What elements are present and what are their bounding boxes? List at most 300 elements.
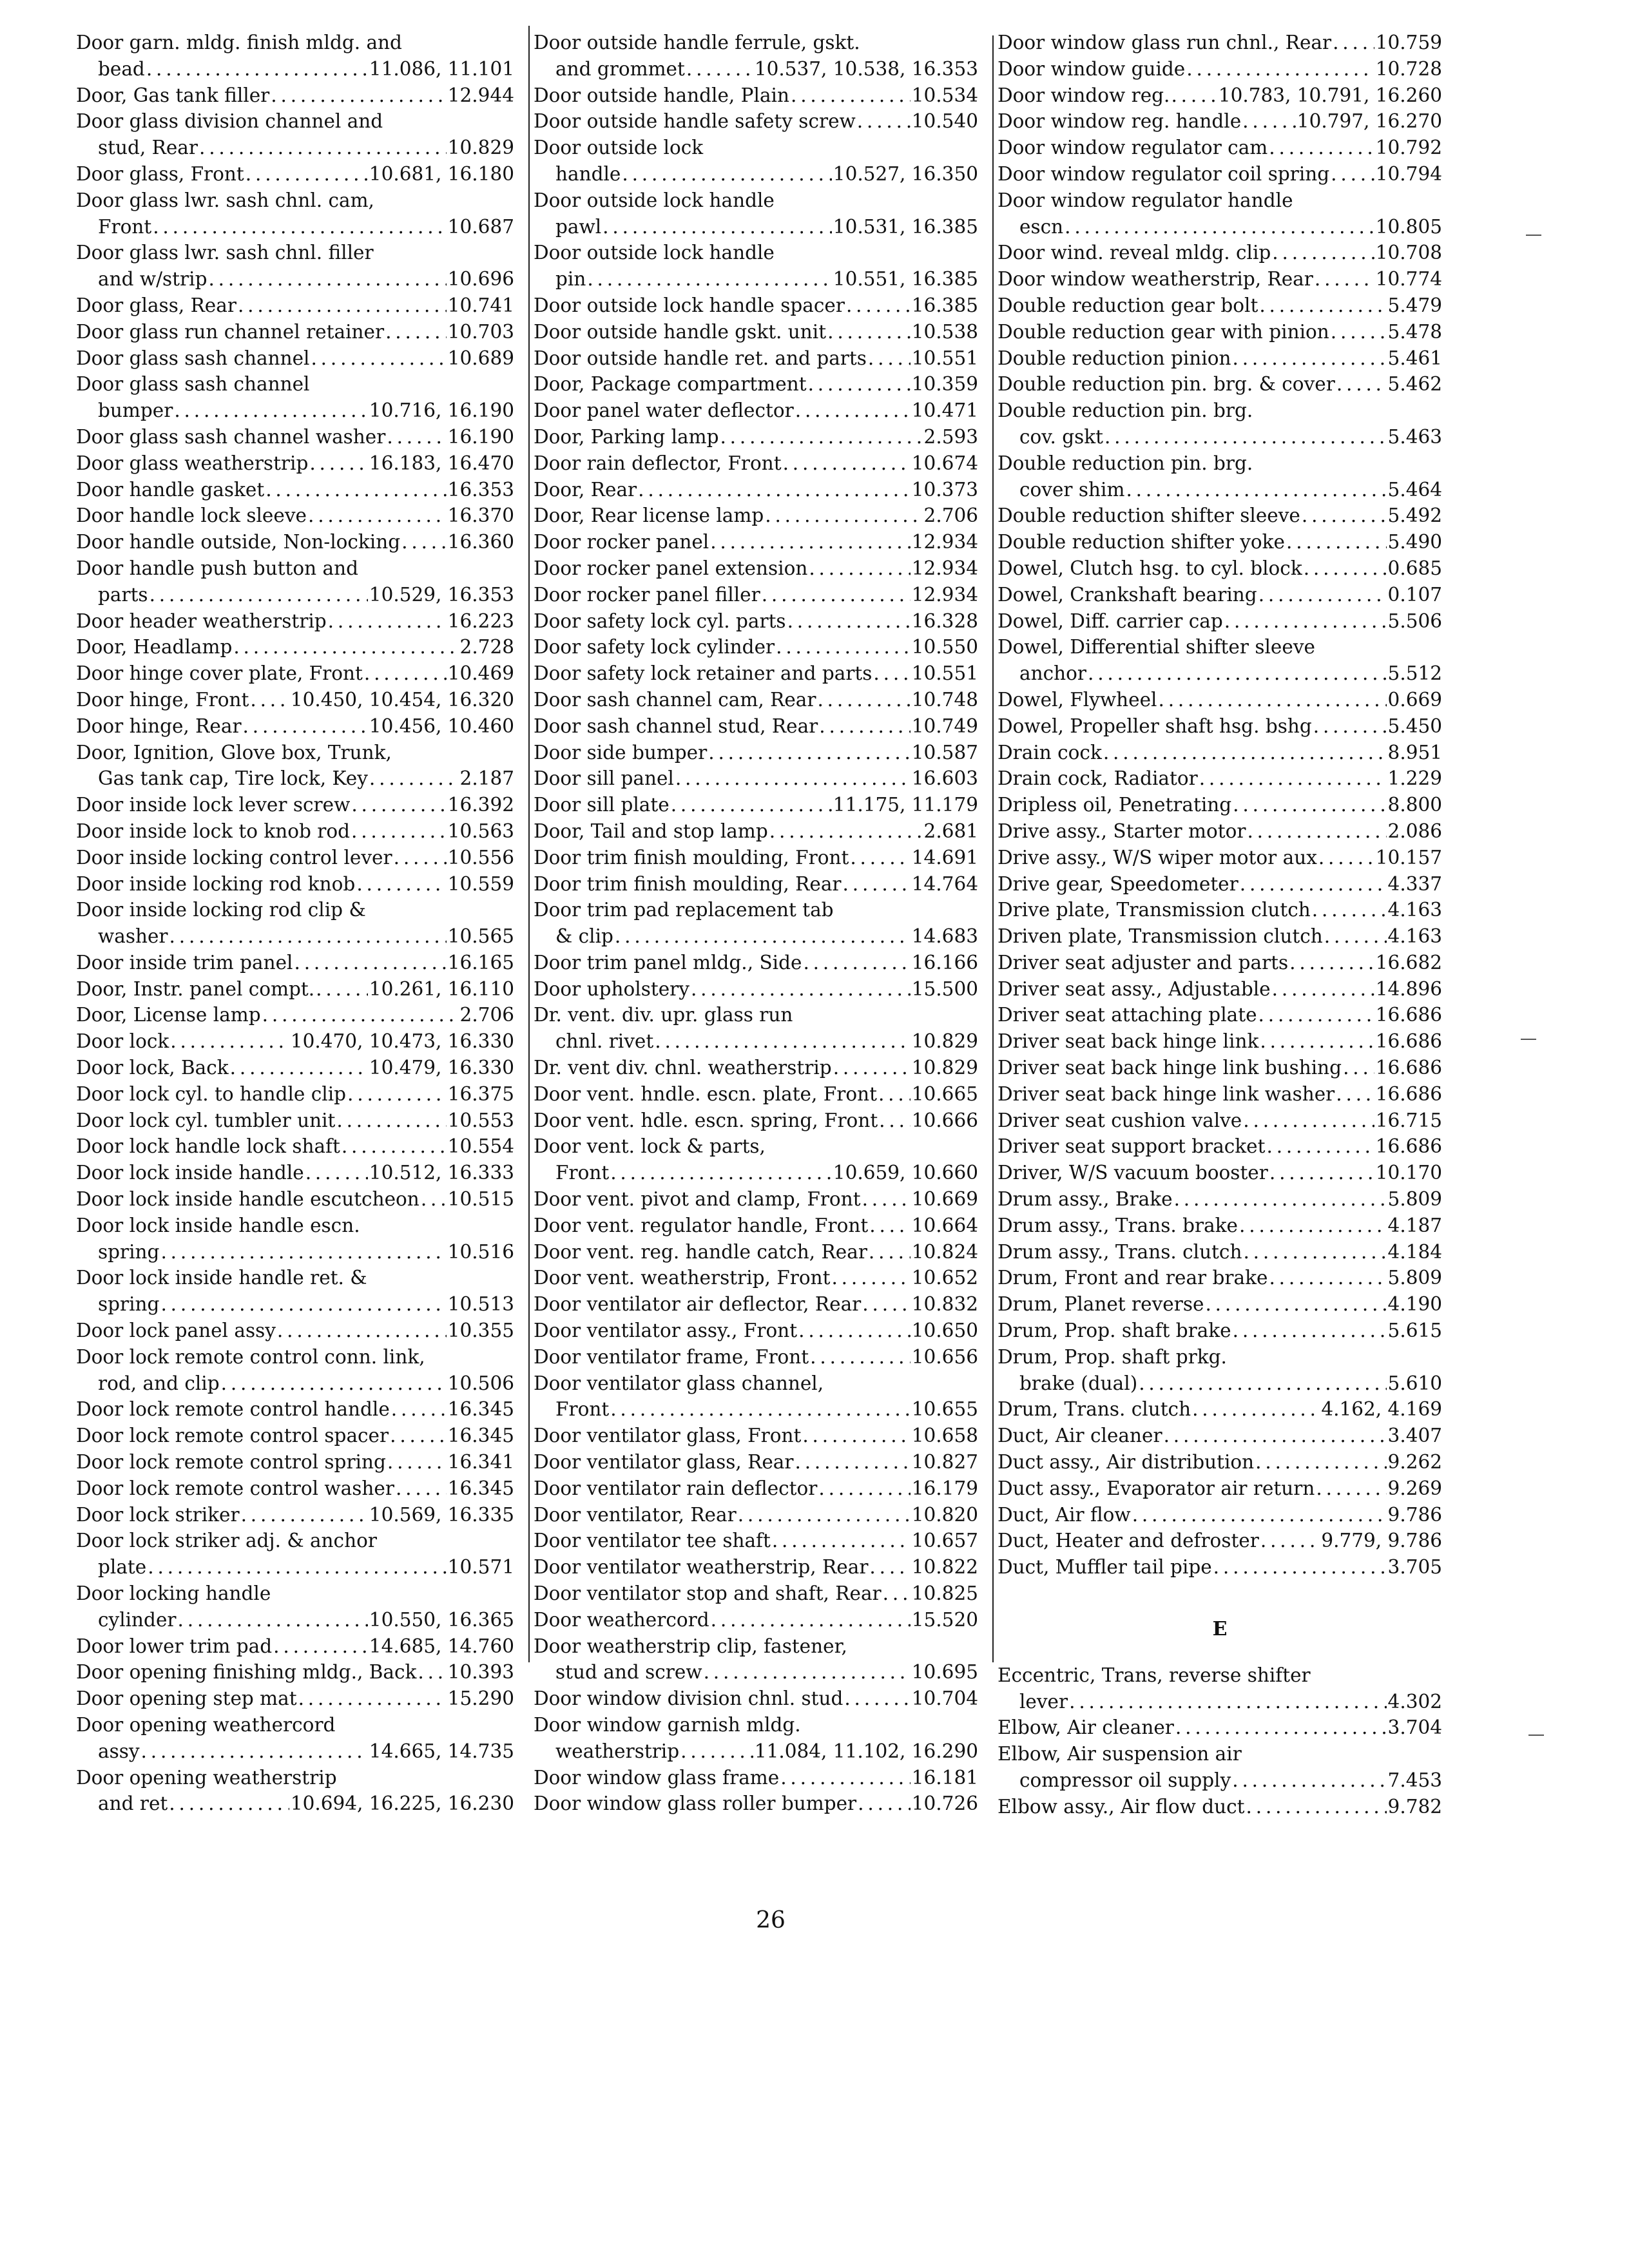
dot-leader xyxy=(1302,503,1387,529)
entry-reference: 16.686 xyxy=(1375,1004,1442,1026)
entry-reference: 10.708 xyxy=(1375,242,1442,264)
entry-term: Door wind. reveal mldg. clip xyxy=(998,242,1271,264)
entry-reference: 4.163 xyxy=(1387,925,1442,948)
index-entry xyxy=(534,187,978,240)
entry-reference: 10.563 xyxy=(447,820,514,842)
index-entry xyxy=(534,1423,978,1449)
dot-leader xyxy=(1331,161,1374,187)
entry-reference: 16.392 xyxy=(447,794,514,816)
index-entry xyxy=(534,424,978,450)
entry-reference: 10.664 xyxy=(911,1214,978,1236)
entry-continuation: lever xyxy=(1019,1690,1068,1713)
entry-term: Drum, Prop. shaft prkg. xyxy=(998,1345,1227,1368)
entry-reference: 7.453 xyxy=(1387,1769,1442,1791)
dot-leader xyxy=(638,477,911,503)
dot-leader xyxy=(1243,1239,1386,1265)
index-entry xyxy=(534,371,978,398)
index-entry xyxy=(76,450,514,477)
index-entry xyxy=(76,1081,514,1108)
entry-term: Double reduction gear with pinion xyxy=(998,320,1329,343)
index-entry xyxy=(534,1318,978,1344)
index-entry xyxy=(998,240,1442,266)
entry-term: Door inside locking rod clip & xyxy=(76,899,366,921)
entry-reference: 5.463 xyxy=(1387,425,1442,448)
dot-leader xyxy=(686,56,753,82)
index-entry xyxy=(534,30,978,82)
index-entry xyxy=(534,1055,978,1081)
index-entry xyxy=(534,687,978,713)
entry-term: Dowel, Propeller shaft hsg. bshg xyxy=(998,715,1312,737)
index-entry xyxy=(998,503,1442,529)
entry-continuation: Front xyxy=(98,215,152,238)
dot-leader xyxy=(1126,477,1386,503)
dot-leader xyxy=(862,1291,910,1318)
index-entry xyxy=(998,1475,1442,1502)
dot-leader xyxy=(1069,1689,1386,1715)
index-entry xyxy=(998,1291,1442,1318)
index-column-3-d-entries xyxy=(998,30,1442,1581)
dot-leader xyxy=(818,1475,910,1502)
entry-reference: 10.359 xyxy=(911,373,978,396)
entry-reference: 4.337 xyxy=(1387,872,1442,895)
dot-leader xyxy=(844,1686,910,1712)
entry-reference: 10.681, 16.180 xyxy=(369,162,514,185)
entry-term: Door window regulator cam xyxy=(998,137,1268,159)
dot-leader xyxy=(769,818,923,845)
entry-reference: 2.681 xyxy=(923,820,978,842)
entry-continuation: Gas tank cap, Tire lock, Key xyxy=(98,767,368,790)
entry-term: Door lock inside handle escn. xyxy=(76,1214,360,1236)
dot-leader xyxy=(1239,1213,1387,1239)
index-entry xyxy=(534,398,978,424)
margin-mark xyxy=(1521,1039,1536,1040)
index-entry xyxy=(998,1265,1442,1291)
entry-reference: 16.345 xyxy=(447,1477,514,1499)
entry-reference: 16.165 xyxy=(447,951,514,974)
entry-reference: 16.183, 16.470 xyxy=(369,452,514,474)
index-entry xyxy=(998,398,1442,450)
entry-continuation: and grommet xyxy=(555,57,685,80)
entry-term: Door vent. weatherstrip, Front xyxy=(534,1267,831,1289)
entry-reference: 10.529, 16.353 xyxy=(369,583,514,606)
entry-reference: 10.479, 16.330 xyxy=(369,1057,514,1079)
entry-reference: 10.652 xyxy=(911,1267,978,1289)
dot-leader xyxy=(1065,214,1374,240)
entry-reference: 0.107 xyxy=(1387,583,1442,606)
entry-reference: 16.341 xyxy=(447,1451,514,1474)
entry-reference: 16.385 xyxy=(911,294,978,316)
entry-continuation: compressor oil supply xyxy=(1019,1769,1231,1791)
index-entry xyxy=(534,1554,978,1581)
index-entry xyxy=(76,1028,514,1055)
entry-term: Driver seat attaching plate xyxy=(998,1004,1257,1026)
entry-reference: 10.650 xyxy=(911,1320,978,1342)
index-entry xyxy=(534,1475,978,1502)
dot-leader xyxy=(817,687,910,713)
dot-leader xyxy=(780,1765,911,1791)
entry-term: Driver seat support bracket xyxy=(998,1135,1266,1158)
dot-leader xyxy=(356,871,446,898)
entry-term: Driver seat back hinge link bushing xyxy=(998,1057,1342,1079)
entry-reference: 10.534 xyxy=(911,84,978,106)
entry-term: Door vent. pivot and clamp, Front xyxy=(534,1188,861,1211)
index-entry xyxy=(76,319,514,345)
entry-term: Drive plate, Transmission clutch xyxy=(998,899,1311,921)
dot-leader xyxy=(160,1291,446,1318)
index-entry xyxy=(534,529,978,555)
index-entry xyxy=(76,1581,514,1633)
index-entry xyxy=(534,1291,978,1318)
entry-reference: 10.373 xyxy=(911,478,978,501)
dot-leader xyxy=(704,1659,911,1686)
index-entry xyxy=(76,529,514,555)
entry-term: Door lock striker adj. & anchor xyxy=(76,1530,377,1552)
entry-reference: 2.706 xyxy=(459,1004,514,1026)
dot-leader xyxy=(710,529,911,555)
index-column-2 xyxy=(534,30,978,1817)
margin-mark xyxy=(1526,235,1541,236)
index-entry xyxy=(998,1055,1442,1081)
column-divider-left xyxy=(528,26,530,1662)
dot-leader xyxy=(149,582,368,608)
entry-term: Door lock panel assy xyxy=(76,1320,276,1342)
entry-reference: 10.728 xyxy=(1375,57,1442,80)
dot-leader xyxy=(795,398,911,424)
entry-reference: 10.531, 16.385 xyxy=(833,215,978,238)
entry-reference: 16.179 xyxy=(911,1477,978,1499)
dot-leader xyxy=(308,503,447,529)
entry-reference: 3.704 xyxy=(1387,1716,1442,1739)
entry-term: Door outside lock handle xyxy=(534,189,775,211)
entry-term: Door ventilator weatherstrip, Rear xyxy=(534,1556,869,1579)
index-entry xyxy=(534,1633,978,1686)
entry-term: Door opening weatherstrip xyxy=(76,1766,337,1789)
entry-continuation: rod, and clip xyxy=(98,1372,220,1394)
entry-reference: 16.370 xyxy=(447,505,514,527)
entry-term: Driver seat back hinge link xyxy=(998,1030,1259,1053)
dot-leader xyxy=(720,424,922,450)
dot-leader xyxy=(1247,818,1386,845)
entry-term: Door hinge, Front xyxy=(76,688,249,711)
dot-leader xyxy=(141,1738,368,1765)
entry-term: Duct assy., Evaporator air return xyxy=(998,1477,1315,1499)
entry-reference: 10.829 xyxy=(911,1057,978,1079)
entry-term: Dr. vent div. chnl. weatherstrip xyxy=(534,1057,832,1079)
index-entry xyxy=(998,1239,1442,1265)
index-entry xyxy=(998,293,1442,319)
entry-term: Door weatherstrip clip, fastener, xyxy=(534,1635,847,1657)
entry-term: Dripless oil, Penetrating xyxy=(998,794,1232,816)
entry-reference: 2.187 xyxy=(459,767,514,790)
entry-term: Duct, Air flow xyxy=(998,1503,1131,1526)
dot-leader xyxy=(238,293,447,319)
entry-reference: 14.691 xyxy=(911,846,978,869)
entry-term: Door lock remote control conn. link, xyxy=(76,1345,425,1368)
entry-reference: 16.223 xyxy=(447,610,514,632)
index-entry xyxy=(76,1686,514,1712)
index-entry xyxy=(534,818,978,845)
entry-reference: 5.490 xyxy=(1387,531,1442,553)
entry-continuation: chnl. rivet xyxy=(555,1030,654,1053)
entry-term: Door opening weathercord xyxy=(76,1714,336,1736)
dot-leader xyxy=(401,529,447,555)
index-entry xyxy=(76,713,514,740)
entry-reference: 11.175, 11.179 xyxy=(833,794,978,816)
index-entry xyxy=(534,293,978,319)
entry-reference: 11.084, 11.102, 16.290 xyxy=(754,1740,978,1762)
entry-reference: 5.615 xyxy=(1387,1320,1442,1342)
dot-leader xyxy=(1331,319,1387,345)
dot-leader xyxy=(298,1686,447,1712)
entry-reference: 5.464 xyxy=(1387,478,1442,501)
dot-leader xyxy=(1289,950,1374,976)
dot-leader xyxy=(1324,923,1387,950)
dot-leader xyxy=(1269,135,1374,161)
index-entry xyxy=(998,923,1442,950)
index-entry xyxy=(998,1794,1442,1820)
dot-leader xyxy=(342,1133,447,1160)
entry-term: Door outside lock xyxy=(534,137,704,159)
dot-leader xyxy=(273,1633,368,1660)
entry-reference: 5.478 xyxy=(1387,320,1442,343)
entry-reference: 10.450, 10.454, 16.320 xyxy=(290,688,514,711)
index-entry xyxy=(534,1581,978,1607)
entry-term: Double reduction pinion xyxy=(998,347,1231,369)
entry-reference: 10.774 xyxy=(1375,268,1442,291)
entry-term: Door garn. mldg. finish mldg. and xyxy=(76,32,402,53)
index-entry xyxy=(998,740,1442,766)
entry-reference: 16.686 xyxy=(1375,1082,1442,1105)
dot-leader xyxy=(391,1396,447,1423)
dot-leader xyxy=(148,1554,447,1581)
index-entry xyxy=(76,1765,514,1818)
dot-leader xyxy=(783,450,911,477)
dot-leader xyxy=(316,976,368,1003)
dot-leader xyxy=(610,1160,832,1186)
index-entry xyxy=(534,608,978,635)
entry-reference: 14.683 xyxy=(911,925,978,948)
dot-leader xyxy=(708,740,911,766)
entry-term: Door outside handle ferrule, gskt. xyxy=(534,32,860,53)
entry-term: Door, Ignition, Glove box, Trunk, xyxy=(76,741,392,764)
dot-leader xyxy=(1336,1081,1374,1108)
entry-term: Driver seat back hinge link washer xyxy=(998,1082,1335,1105)
entry-reference: 10.469 xyxy=(447,662,514,685)
entry-reference: 10.556 xyxy=(447,846,514,869)
entry-term: Dr. vent. div. upr. glass run xyxy=(534,1004,793,1026)
dot-leader xyxy=(369,765,459,792)
entry-term: Door sill plate xyxy=(534,794,670,816)
dot-leader xyxy=(655,1028,911,1055)
entry-reference: 3.705 xyxy=(1387,1556,1442,1579)
index-entry xyxy=(76,634,514,660)
entry-term: Door glass sash channel washer xyxy=(76,425,386,448)
entry-term: Door hinge, Rear xyxy=(76,715,242,737)
entry-term: Door trim panel mldg., Side xyxy=(534,951,802,974)
entry-term: Door ventilator frame, Front xyxy=(534,1345,809,1368)
entry-term: Double reduction shifter sleeve xyxy=(998,505,1300,527)
dot-leader xyxy=(1243,1108,1374,1134)
entry-term: Door, Tail and stop lamp xyxy=(534,820,768,842)
entry-reference: 10.551 xyxy=(911,347,978,369)
index-entry xyxy=(76,897,514,950)
entry-reference: 16.686 xyxy=(1375,1030,1442,1053)
dot-leader xyxy=(1103,740,1387,766)
dot-leader xyxy=(170,1028,289,1055)
entry-reference: 4.302 xyxy=(1387,1690,1442,1713)
index-entry xyxy=(534,1133,978,1186)
dot-leader xyxy=(1315,266,1374,293)
entry-reference: 10.832 xyxy=(911,1293,978,1316)
entry-reference: 10.666 xyxy=(911,1109,978,1131)
dot-leader xyxy=(675,765,911,792)
index-entry xyxy=(534,1607,978,1633)
dot-leader xyxy=(1260,1528,1320,1554)
entry-continuation: bead xyxy=(98,57,145,80)
entry-reference: 16.345 xyxy=(447,1398,514,1421)
dot-leader xyxy=(1246,1794,1387,1820)
entry-reference: 10.456, 10.460 xyxy=(369,715,514,737)
entry-reference: 10.393 xyxy=(447,1661,514,1684)
entry-term: Door window weatherstrip, Rear xyxy=(998,268,1313,291)
index-entry xyxy=(998,1715,1442,1741)
index-entry xyxy=(998,555,1442,582)
index-entry xyxy=(76,1502,514,1528)
entry-reference: 16.181 xyxy=(911,1766,978,1789)
entry-term: Drum assy., Trans. clutch xyxy=(998,1240,1242,1263)
index-entry xyxy=(76,1213,514,1265)
index-entry xyxy=(76,1055,514,1081)
entry-reference: 5.809 xyxy=(1387,1188,1442,1211)
entry-reference: 10.506 xyxy=(447,1372,514,1394)
entry-term: Door ventilator glass channel, xyxy=(534,1372,824,1394)
entry-reference: 15.500 xyxy=(911,977,978,1000)
index-entry xyxy=(534,871,978,898)
entry-term: Driver seat cushion valve xyxy=(998,1109,1242,1131)
index-column-1 xyxy=(76,30,514,1817)
dot-leader xyxy=(1316,1475,1386,1502)
entry-term: Door glass, Front xyxy=(76,162,244,185)
dot-leader xyxy=(208,266,446,293)
index-entry xyxy=(998,1396,1442,1423)
dot-leader xyxy=(1267,1133,1374,1160)
dot-leader xyxy=(869,1554,910,1581)
entry-reference: 10.703 xyxy=(447,320,514,343)
dot-leader xyxy=(396,1475,447,1502)
index-entry xyxy=(76,608,514,635)
index-entry xyxy=(76,818,514,845)
entry-term: Dowel, Clutch hsg. to cyl. block xyxy=(998,557,1302,579)
entry-reference: 10.820 xyxy=(911,1503,978,1526)
entry-term: Elbow, Air suspension air xyxy=(998,1743,1242,1765)
index-entry xyxy=(76,1108,514,1134)
dot-leader xyxy=(1213,1554,1387,1581)
index-entry xyxy=(998,1028,1442,1055)
entry-reference: 10.559 xyxy=(447,872,514,895)
index-entry xyxy=(534,792,978,818)
index-column-3 xyxy=(998,30,1442,1820)
entry-term: Door, Headlamp xyxy=(76,636,233,658)
index-entry xyxy=(534,976,978,1003)
dot-leader xyxy=(762,582,911,608)
entry-reference: 9.786 xyxy=(1387,1503,1442,1526)
entry-reference: 2.593 xyxy=(923,425,978,448)
entry-term: Door glass division channel and xyxy=(76,110,383,133)
dot-leader xyxy=(1286,529,1387,555)
entry-term: Door glass sash channel xyxy=(76,373,310,396)
dot-leader xyxy=(610,1396,911,1423)
index-entry xyxy=(76,108,514,161)
index-entry xyxy=(534,450,978,477)
entry-reference: 5.461 xyxy=(1387,347,1442,369)
index-entry xyxy=(998,1108,1442,1134)
entry-reference: 10.792 xyxy=(1375,137,1442,159)
index-entry xyxy=(76,293,514,319)
entry-term: Door inside lock lever screw xyxy=(76,794,351,816)
margin-mark xyxy=(1528,1735,1544,1736)
dot-leader xyxy=(587,266,831,293)
index-entry xyxy=(76,792,514,818)
index-entry xyxy=(76,1449,514,1475)
entry-reference: 0.669 xyxy=(1387,688,1442,711)
index-entry xyxy=(998,1528,1442,1554)
index-entry xyxy=(998,818,1442,845)
entry-reference: 10.527, 16.350 xyxy=(833,162,978,185)
dot-leader xyxy=(1232,345,1386,372)
entry-term: Duct, Heater and defroster xyxy=(998,1530,1259,1552)
dot-leader xyxy=(1158,687,1386,713)
index-entry xyxy=(998,1741,1442,1794)
dot-leader xyxy=(1164,1423,1387,1449)
index-entry xyxy=(998,792,1442,818)
entry-reference: 15.290 xyxy=(447,1687,514,1710)
entry-reference: 10.822 xyxy=(911,1556,978,1579)
entry-reference: 10.674 xyxy=(911,452,978,474)
column-divider-right xyxy=(992,35,994,1662)
entry-term: Door vent. hndle. escn. plate, Front xyxy=(534,1082,877,1105)
entry-reference: 5.610 xyxy=(1387,1372,1442,1394)
dot-leader xyxy=(1232,1767,1386,1794)
entry-reference: 10.537, 10.538, 16.353 xyxy=(754,57,978,80)
index-entry xyxy=(998,108,1442,135)
entry-reference: 12.944 xyxy=(447,84,514,106)
dot-leader xyxy=(169,1791,289,1817)
index-entry xyxy=(998,713,1442,740)
entry-term: Drum, Planet reverse xyxy=(998,1293,1204,1316)
dot-leader xyxy=(1224,608,1387,635)
dot-leader xyxy=(1174,1186,1387,1213)
index-entry xyxy=(534,897,978,950)
entry-term: Door vent. reg. handle catch, Rear xyxy=(534,1240,867,1263)
entry-term: Door vent. lock & parts, xyxy=(534,1135,766,1158)
dot-leader xyxy=(879,1108,911,1134)
entry-reference: 9.269 xyxy=(1387,1477,1442,1499)
entry-term: Double reduction gear bolt xyxy=(998,294,1258,316)
dot-leader xyxy=(241,1502,368,1528)
entry-term: Drum, Front and rear brake xyxy=(998,1267,1268,1289)
dot-leader xyxy=(1259,293,1386,319)
entry-term: Dowel, Flywheel xyxy=(998,688,1157,711)
index-entry xyxy=(534,319,978,345)
index-entry xyxy=(998,450,1442,503)
dot-leader xyxy=(311,345,446,372)
index-entry xyxy=(998,1554,1442,1581)
index-entry xyxy=(534,503,978,529)
index-entry xyxy=(76,477,514,503)
entry-continuation: brake (dual) xyxy=(1019,1372,1138,1394)
entry-reference: 10.261, 16.110 xyxy=(369,977,514,1000)
dot-leader xyxy=(622,161,831,187)
